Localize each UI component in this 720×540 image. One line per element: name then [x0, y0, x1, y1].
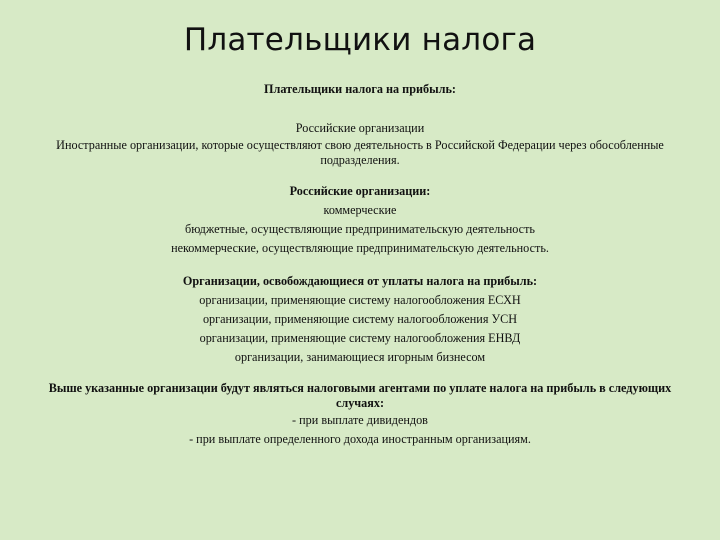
list-item: - при выплате определенного дохода иностранным организациям.: [189, 432, 531, 446]
heading-payers: Плательщики налога на прибыль:: [264, 82, 456, 96]
list-item: Российские организации: [295, 121, 425, 135]
slide-content: [30, 80, 690, 449]
heading-russian-orgs: Российские организации:: [289, 184, 431, 198]
list-item: организации, применяющие систему налогообложения УСН: [202, 312, 518, 326]
list-item: Иностранные организации, которые осуществляют свою деятельность в Российской Федерации через обособленные подразделения.: [56, 138, 664, 167]
list-item: бюджетные, осуществляющие предпринимательскую деятельность: [185, 222, 535, 236]
list-item: организации, применяющие систему налогообложения ЕНВД: [199, 331, 521, 345]
list-item: организации, применяющие систему налогообложения ЕСХН: [199, 293, 521, 307]
heading-exempt-orgs: Организации, освобождающиеся от уплаты налога на прибыль:: [182, 274, 538, 288]
list-item: организации, занимающиеся игорным бизнесом: [234, 350, 486, 364]
list-item: некоммерческие, осуществляющие предпринимательскую деятельность.: [171, 241, 549, 255]
list-item: - при выплате дивидендов: [292, 413, 428, 427]
list-item: коммерческие: [323, 203, 397, 217]
slide-title: Плательщики налога: [183, 22, 537, 58]
heading-tax-agents: Выше указанные организации будут являться налоговыми агентами по уплате налога на прибыль в следующих случаях:: [48, 381, 672, 410]
